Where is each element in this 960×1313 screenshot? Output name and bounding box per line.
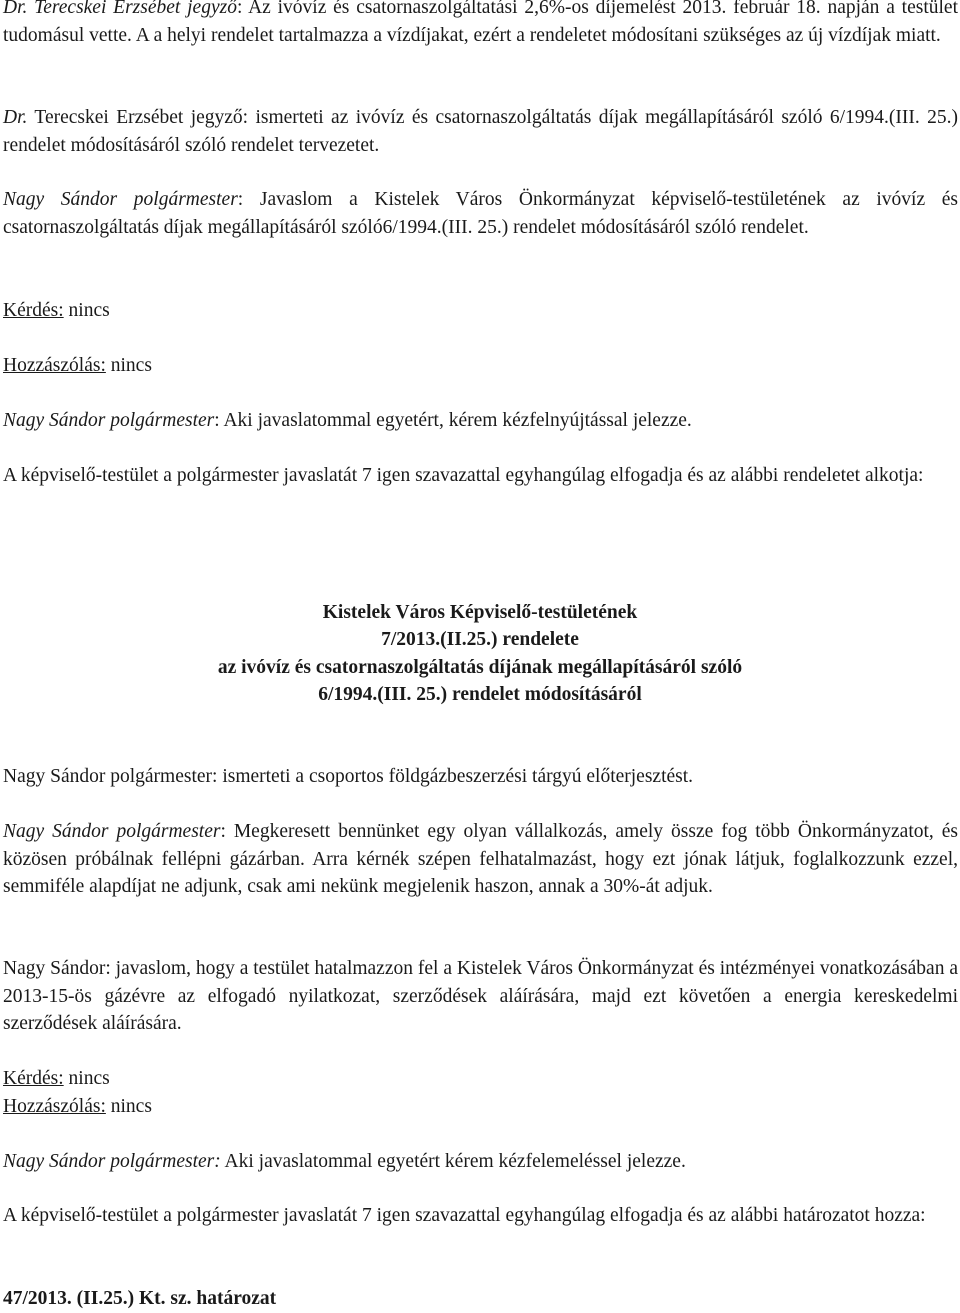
paragraph-water-fee-increase [3, 0, 958, 49]
paragraph-notary-presents [3, 104, 958, 159]
comment-label: Hozzászólás: [3, 1096, 106, 1117]
comment-value: nincs [105, 1096, 152, 1117]
paragraph-text: A képviselő-testület a polgármester javaslatát 7 igen szavazattal egyhangúlag elfogadja és az alábbi rendeletet alkotja: [3, 465, 924, 486]
question-label: Kérdés: [3, 300, 64, 321]
paragraph-text: : Javaslom a Kistelek Város Önkormányzat képviselő-testületének az ivóvíz és csatornaszolgáltatás díjak megállapításáról szóló6/1994.(III. 25.) rendelet módosításáról szóló rendelet. [3, 189, 959, 238]
decree-heading-line-1: Kistelek Város Képviselő-testületének [322, 602, 638, 623]
paragraph-gas-procurement [3, 763, 958, 791]
paragraph-vote-result-2 [3, 1202, 958, 1230]
paragraph-text: Aki javaslatommal egyetért kérem kézfelemeléssel jelezze. [220, 1151, 686, 1172]
speaker-mayor: Nagy Sándor polgármester [3, 189, 238, 210]
comment-value: nincs [105, 355, 152, 376]
speaker-mayor: Nagy Sándor polgármester [3, 410, 215, 431]
question-label: Kérdés: [3, 1068, 64, 1089]
question-line [3, 297, 958, 325]
paragraph-text: : Aki javaslatommal egyetért, kérem kézfelnyújtással jelezze. [214, 410, 692, 431]
paragraph-text: A képviselő-testület a polgármester javaslatát 7 igen szavazattal egyhangúlag elfogadja és az alábbi határozatot hozza: [3, 1205, 926, 1226]
paragraph-text: Nagy Sándor: javaslom, hogy a testület hatalmazzon fel a Kistelek Város Önkormányzat és intézményei vonatkozásában a 2013-15-ös gázévre az elfogadó nyilatkozat, szerződések aláírására, majd ezt követően a energia kereskedelmi szerződések aláírására. [3, 958, 958, 1034]
decree-heading-line-2: 7/2013.(II.25.) rendelete [381, 629, 579, 650]
resolution-title: 47/2013. (II.25.) Kt. sz. határozat [3, 1288, 277, 1309]
decree-heading-line-3: az ivóvíz és csatornaszolgáltatás díjának megállapításáról szóló [217, 657, 743, 678]
speaker-notary-prefix: Dr. [3, 107, 28, 128]
question-line-2 [3, 1065, 958, 1093]
paragraph-text: : ismerteti az ivóvíz és csatornaszolgáltatás díjak megállapításáról szóló 6/1994.(III. 25.) rendelet módosításáról szóló rendelet tervezetet. [3, 107, 959, 156]
paragraph-vote-result [3, 462, 958, 490]
speaker-notary: Dr. Terecskei Erzsébet jegyző [3, 0, 237, 18]
paragraph-text: : Megkeresett bennünket egy olyan vállalkozás, amely össze fog több Önkormányzatot, és közösen próbálnak fellépni gázárban. Arra kérnék szépen felhatalmazást, hogy ezt jónak látjuk, foglalkozzunk ezzel, semmiféle alapdíjat ne adjunk, csak ami nekünk megjelenik haszon, annak a 30%-át adjuk. [3, 821, 958, 897]
speaker-notary-name: Terecskei Erzsébet jegyző [27, 107, 243, 128]
speaker-mayor: Nagy Sándor polgármester: [3, 1151, 221, 1172]
speaker-mayor: Nagy Sándor polgármester [3, 821, 221, 842]
paragraph-text: : Az ivóvíz és csatornaszolgáltatási 2,6%-os díjemelést 2013. február 18. napján a testület tudomásul vette. A a helyi rendelet tartalmazza a vízdíjakat, ezért a rendeletet módosítani szükséges az új vízdíjak miatt. [3, 0, 958, 46]
question-value: nincs [63, 1068, 110, 1089]
question-value: nincs [63, 300, 110, 321]
paragraph-mayor-gas-explanation [3, 818, 958, 901]
comment-line [3, 352, 958, 380]
paragraph-gas-proposal [3, 955, 958, 1038]
comment-line-2 [3, 1093, 958, 1121]
decree-heading-line-4: 6/1994.(III. 25.) rendelet módosításáról [318, 684, 642, 705]
paragraph-text: Nagy Sándor polgármester: ismerteti a csoportos földgázbeszerzési tárgyú előterjesztést. [3, 766, 694, 787]
comment-label: Hozzászólás: [3, 355, 106, 376]
paragraph-mayor-proposal [3, 186, 958, 241]
paragraph-mayor-vote-call-2 [3, 1148, 958, 1176]
paragraph-mayor-vote-call [3, 407, 958, 435]
